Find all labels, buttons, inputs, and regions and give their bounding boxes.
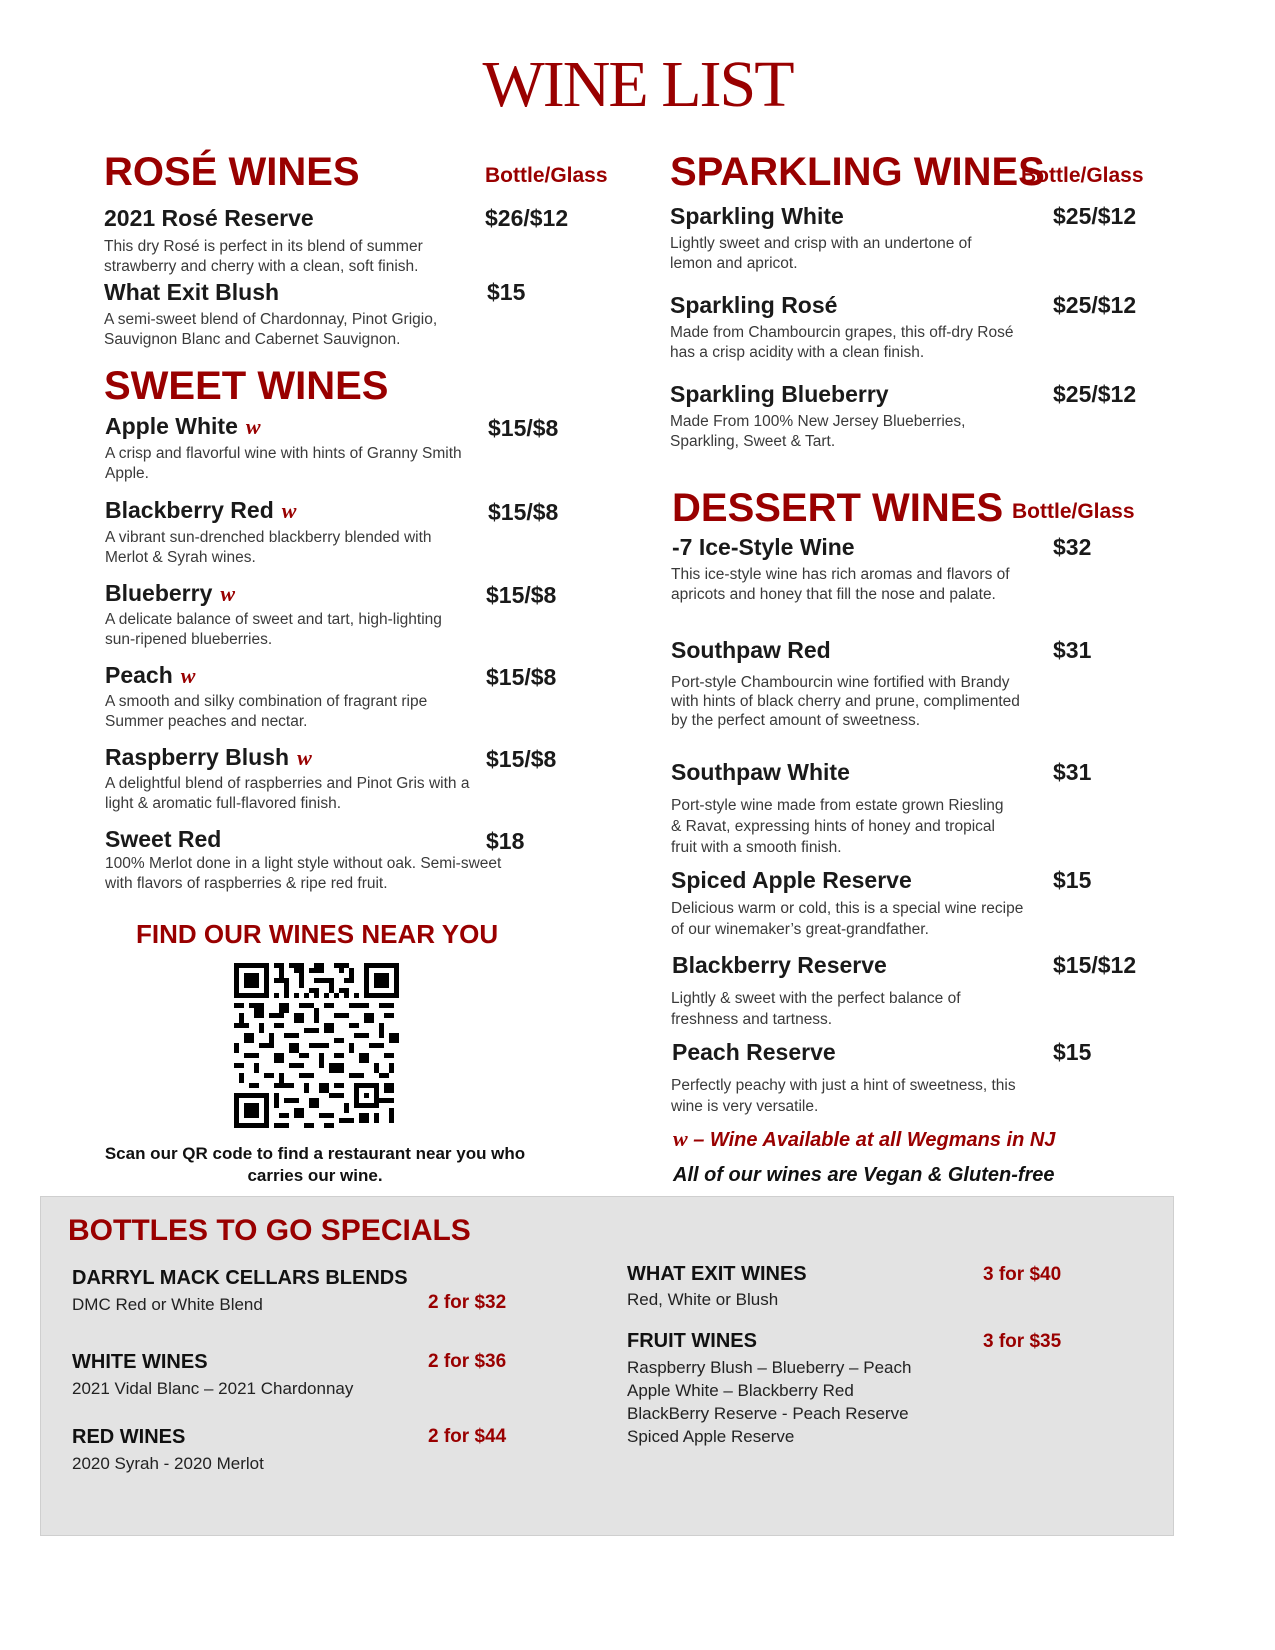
special-name: WHAT EXIT WINES [627, 1263, 807, 1285]
special-description [627, 1356, 911, 1448]
wine-price: $32 [1053, 534, 1092, 560]
wine-price: $18 [486, 828, 525, 854]
find-wines-heading: FIND OUR WINES NEAR YOU [136, 919, 499, 949]
wine-price: $15/$8 [486, 664, 557, 690]
wegmans-legend [673, 1126, 1055, 1152]
special-price: 2 for $44 [428, 1426, 507, 1447]
special-price: 3 for $40 [983, 1264, 1062, 1285]
special-price: 3 for $35 [983, 1331, 1062, 1352]
special-price: 2 for $36 [428, 1351, 507, 1372]
wine-description: Made From 100% New Jersey Blueberries, Sparkling, Sweet & Tart. [670, 413, 966, 450]
special-description: Red, White or Blush [627, 1290, 779, 1309]
wine-name: Sparkling White [670, 203, 844, 229]
wegmans-w-icon: w [281, 498, 297, 523]
wine-name: Sweet Red [105, 826, 222, 852]
wegmans-w-icon: w [297, 745, 312, 770]
wine-description: A delicate balance of sweet and tart, high-lighting sun-ripened blueberries. [105, 611, 442, 648]
wegmans-legend-text: – Wine Available at all Wegmans in NJ [687, 1129, 1056, 1151]
wine-name: 2021 Rosé Reserve [104, 205, 314, 231]
wine-description: Lightly & sweet with the perfect balance of freshness and tartness. [671, 990, 961, 1028]
wine-description: Delicious warm or cold, this is a special wine recipe of our winemaker’s great-grandfather. [671, 900, 1024, 938]
wine-price: $15/$8 [488, 499, 559, 525]
special-price: 2 for $32 [428, 1292, 507, 1313]
wine-name-row [105, 663, 195, 688]
wine-name: Southpaw Red [671, 637, 831, 663]
wine-price: $15 [1053, 1039, 1092, 1065]
rose-price-label: Bottle/Glass [485, 164, 608, 187]
wine-name-row [105, 498, 296, 523]
wine-price: $15/$8 [486, 746, 557, 772]
wine-name: What Exit Blush [104, 279, 280, 305]
wine-name: Sparkling Blueberry [670, 381, 889, 407]
wine-description: A crisp and flavorful wine with hints of Granny Smith Apple. [105, 445, 462, 482]
wegmans-w-icon: w [245, 414, 261, 439]
wine-name-row [105, 581, 235, 606]
wegmans-w-icon: w [180, 663, 196, 688]
wegmans-w-icon: w [220, 581, 236, 606]
special-name: DARRYL MACK CELLARS BLENDS [72, 1267, 408, 1289]
wine-name-row [105, 745, 312, 770]
wine-description: A vibrant sun-drenched blackberry blended with Merlot & Syrah wines. [105, 529, 432, 566]
sparkling-wines-heading: SPARKLING WINES [670, 150, 1045, 194]
special-description: DMC Red or White Blend [72, 1295, 263, 1314]
wine-name: Raspberry Blush [105, 744, 290, 770]
special-desc-line: Apple White – Blackberry Red [627, 1381, 854, 1400]
wine-description: This ice-style wine has rich aromas and flavors of apricots and honey that fill the nose and palate. [671, 566, 1010, 603]
wine-name: Peach [105, 662, 173, 688]
special-description: 2021 Vidal Blanc – 2021 Chardonnay [72, 1379, 354, 1398]
special-name: RED WINES [72, 1426, 186, 1448]
wine-name: Apple White [105, 413, 238, 439]
wine-price: $31 [1053, 637, 1092, 663]
rose-wines-heading: ROSÉ WINES [104, 150, 360, 194]
wine-price: $15/$8 [486, 582, 557, 608]
wine-description: A smooth and silky combination of fragrant ripe Summer peaches and nectar. [105, 693, 428, 730]
wine-description: This dry Rosé is perfect in its blend of summer strawberry and cherry with a clean, soft finish. [104, 238, 423, 275]
sparkling-price-label: Bottle/Glass [1021, 164, 1144, 187]
wine-price: $31 [1053, 759, 1092, 785]
special-desc-line: Spiced Apple Reserve [627, 1427, 795, 1446]
wine-description: 100% Merlot done in a light style without oak. Semi-sweet with flavors of raspberries & ripe red fruit. [105, 855, 502, 892]
wine-name: Blueberry [105, 580, 213, 606]
wine-price: $25/$12 [1053, 203, 1137, 229]
wine-name: -7 Ice-Style Wine [672, 534, 855, 560]
wine-description: A delightful blend of raspberries and Pinot Gris with a light & aromatic full-flavored finish. [105, 775, 470, 812]
wine-description: Port-style Chambourcin wine fortified with Brandy with hints of black cherry and prune, complimented by the perfect amount of sweetness. [671, 674, 1020, 729]
wine-description: Lightly sweet and crisp with an undertone of lemon and apricot. [670, 235, 972, 272]
specials-heading: BOTTLES TO GO SPECIALS [68, 1214, 471, 1247]
sweet-wines-heading: SWEET WINES [104, 364, 389, 408]
page-title: WINE LIST [482, 48, 793, 121]
wine-name: Blackberry Reserve [672, 952, 887, 978]
qr-code-icon[interactable] [234, 963, 399, 1128]
wine-description: Perfectly peachy with just a hint of sweetness, this wine is very versatile. [671, 1077, 1016, 1115]
special-description: 2020 Syrah - 2020 Merlot [72, 1454, 264, 1473]
wine-description: Made from Chambourcin grapes, this off-dry Rosé has a crisp acidity with a clean finish. [670, 324, 1014, 361]
qr-caption: Scan our QR code to find a restaurant near you who carries our wine. [104, 1144, 526, 1185]
special-name: FRUIT WINES [627, 1330, 757, 1352]
vegan-note: All of our wines are Vegan & Gluten-free [673, 1164, 1055, 1186]
dessert-price-label: Bottle/Glass [1012, 500, 1135, 523]
wine-price: $15 [1053, 867, 1092, 893]
wine-name: Spiced Apple Reserve [671, 867, 912, 893]
dessert-wines-heading: DESSERT WINES [672, 486, 1004, 530]
wine-price: $26/$12 [485, 205, 569, 231]
wine-description: A semi-sweet blend of Chardonnay, Pinot Grigio, Sauvignon Blanc and Cabernet Sauvignon. [104, 311, 438, 348]
wine-description: Port-style wine made from estate grown Riesling & Ravat, expressing hints of honey and tropical fruit with a smooth finish. [671, 797, 1004, 856]
wine-name: Southpaw White [671, 759, 850, 785]
special-name: WHITE WINES [72, 1351, 208, 1373]
special-desc-line: Raspberry Blush – Blueberry – Peach [627, 1358, 912, 1377]
wine-name: Peach Reserve [672, 1039, 836, 1065]
wine-name-row [105, 414, 261, 439]
wine-price: $15/$12 [1053, 952, 1137, 978]
wine-price: $15/$8 [488, 415, 559, 441]
wegmans-w-icon: w [673, 1126, 688, 1151]
special-desc-line: BlackBerry Reserve - Peach Reserve [627, 1404, 909, 1423]
wine-price: $25/$12 [1053, 292, 1137, 318]
wine-name: Sparkling Rosé [670, 292, 838, 318]
wine-price: $15 [487, 279, 526, 305]
wine-price: $25/$12 [1053, 381, 1137, 407]
wine-name: Blackberry Red [105, 497, 274, 523]
